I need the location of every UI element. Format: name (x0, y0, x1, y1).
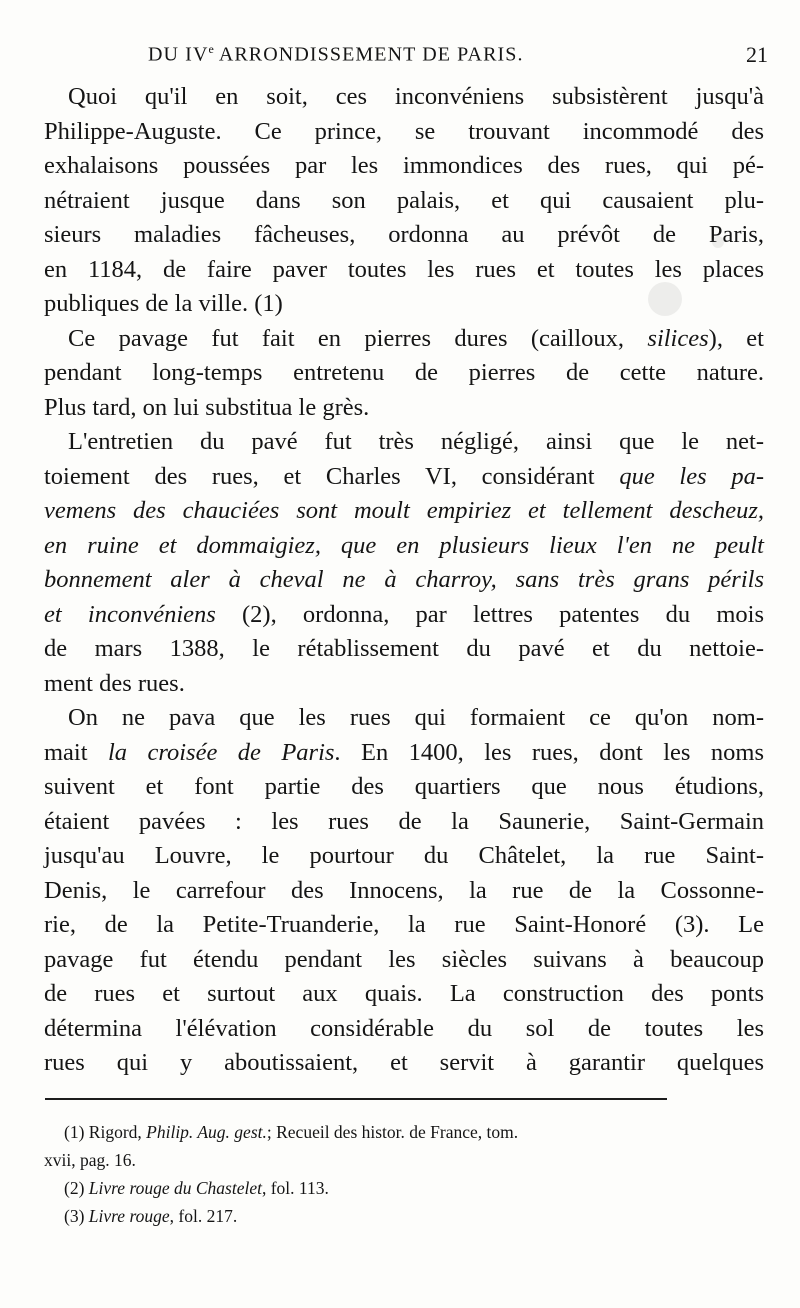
text-line (44, 1012, 764, 1047)
running-header (40, 42, 772, 74)
line-text: L'entretien du pavé fut très négligé, ainsi que le net- (68, 428, 764, 455)
text-line (44, 563, 764, 598)
text-line (44, 805, 764, 840)
footnote-text: (2) (64, 1178, 89, 1198)
text-line (44, 908, 764, 943)
text-line (44, 839, 764, 874)
footnote-text: xvii, pag. 16. (44, 1150, 136, 1170)
line-text: jusqu'au Louvre, le pourtour du Châtelet, la rue Saint- (44, 842, 764, 869)
text-line (44, 149, 764, 184)
text-line (44, 701, 764, 736)
line-text: sieurs maladies fâcheuses, ordonna au prévôt de Paris, (44, 221, 764, 248)
footnote (44, 1118, 684, 1146)
text-line (44, 391, 764, 426)
running-title (148, 42, 524, 67)
running-title-part: DU IV (148, 43, 209, 66)
footnote-text: , fol. 217. (169, 1206, 238, 1226)
line-text: en 1184, de faire paver toutes les rues et toutes les places (44, 255, 764, 283)
line-text: nétraient jusque dans son palais, et qui causaient plu- (44, 186, 764, 214)
text-line (44, 253, 764, 288)
line-text: Ce pavage fut fait en pierres dures (cailloux, (68, 324, 648, 352)
line-text: publiques de la ville. (1) (44, 290, 283, 317)
body-text (44, 80, 764, 1081)
line-text: Philippe-Auguste. Ce prince, se trouvant incommodé des (44, 117, 764, 145)
line-text: . En 1400, les rues, dont les noms (334, 738, 764, 766)
text-line (44, 874, 764, 909)
text-line (44, 460, 764, 495)
line-text: Plus tard, on lui substitua le grès. (44, 393, 370, 421)
text-line (44, 598, 764, 633)
line-text: exhalaisons poussées par les immondices des rues, qui pé- (44, 152, 764, 179)
footnote-italic: Livre rouge (88, 1206, 170, 1226)
italic-text: et inconvéniens (44, 600, 216, 628)
line-text: détermina l'élévation considérable du sol de toutes les (44, 1014, 764, 1042)
italic-quote: bonnement aler à cheval ne à charroy, sans très grans périls (44, 566, 764, 593)
text-line (44, 977, 764, 1012)
footnote (44, 1202, 684, 1230)
text-line (44, 632, 764, 667)
paper-stain (712, 236, 724, 248)
text-line (44, 80, 764, 115)
text-line (44, 356, 764, 391)
line-text: pendant long-temps entretenu de pierres de cette nature. (44, 359, 764, 386)
italic-text: que les pa- (619, 462, 765, 490)
footnote-text: ; Recueil des histor. de France, tom. (266, 1122, 519, 1142)
line-text: Denis, le carrefour des Innocens, la rue de la Cossonne- (44, 876, 764, 904)
text-line (44, 184, 764, 219)
text-line (44, 770, 764, 805)
text-line (44, 115, 764, 150)
footnote-text: (3) (64, 1206, 89, 1226)
text-line (44, 218, 764, 253)
line-text: (2), ordonna, par lettres patentes du mois (215, 600, 764, 628)
text-line (44, 529, 764, 564)
line-text: rues qui y aboutissaient, et servit à garantir quelques (44, 1049, 764, 1076)
line-text: ment des rues. (44, 669, 185, 697)
text-line (44, 1046, 764, 1081)
line-text: toiement des rues, et Charles VI, considérant (44, 462, 620, 490)
line-text: rie, de la Petite-Truanderie, la rue Saint-Honoré (3). Le (44, 911, 764, 938)
text-line (44, 322, 764, 357)
line-text: Quoi qu'il en soit, ces inconvéniens subsistèrent jusqu'à (68, 83, 764, 110)
line-text: pavage fut étendu pendant les siècles suivans à beaucoup (44, 945, 764, 973)
running-title-part: ARRONDISSEMENT DE PARIS. (213, 43, 524, 66)
footnote (44, 1174, 684, 1202)
running-title-superscript: e (208, 42, 214, 56)
footnote-text: , fol. 113. (261, 1178, 329, 1198)
italic-quote: vemens des chauciées sont moult empiriez et tellement descheuz, (44, 497, 764, 524)
text-line (44, 943, 764, 978)
text-line (44, 494, 764, 529)
footnote-italic: Livre rouge du Chastelet (88, 1178, 262, 1198)
footnote-text: (1) Rigord, (64, 1122, 147, 1142)
paper-stain (648, 282, 682, 316)
line-text: suivent et font partie des quartiers que nous étudions, (44, 773, 764, 800)
footnote-rule (45, 1098, 667, 1100)
footnote (44, 1146, 684, 1174)
line-text: ), et (708, 324, 764, 352)
line-text: étaient pavées : les rues de la Saunerie, Saint-Germain (44, 807, 764, 835)
line-text: de rues et surtout aux quais. La construction des ponts (44, 980, 764, 1007)
italic-quote: en ruine et dommaigiez, que en plusieurs lieux l'en ne peult (44, 531, 764, 559)
text-line (44, 736, 764, 771)
footnote-italic: Philip. Aug. gest. (146, 1122, 267, 1142)
text-line (44, 667, 764, 702)
line-text: de mars 1388, le rétablissement du pavé et du nettoie- (44, 635, 764, 662)
text-line (44, 425, 764, 460)
line-text: On ne pava que les rues qui formaient ce qu'on nom- (68, 704, 764, 731)
line-text: mait (44, 738, 108, 766)
footnotes (44, 1118, 684, 1230)
italic-text: silices (647, 324, 709, 352)
page-number: 21 (746, 42, 768, 67)
italic-text: la croisée de Paris (107, 738, 335, 766)
